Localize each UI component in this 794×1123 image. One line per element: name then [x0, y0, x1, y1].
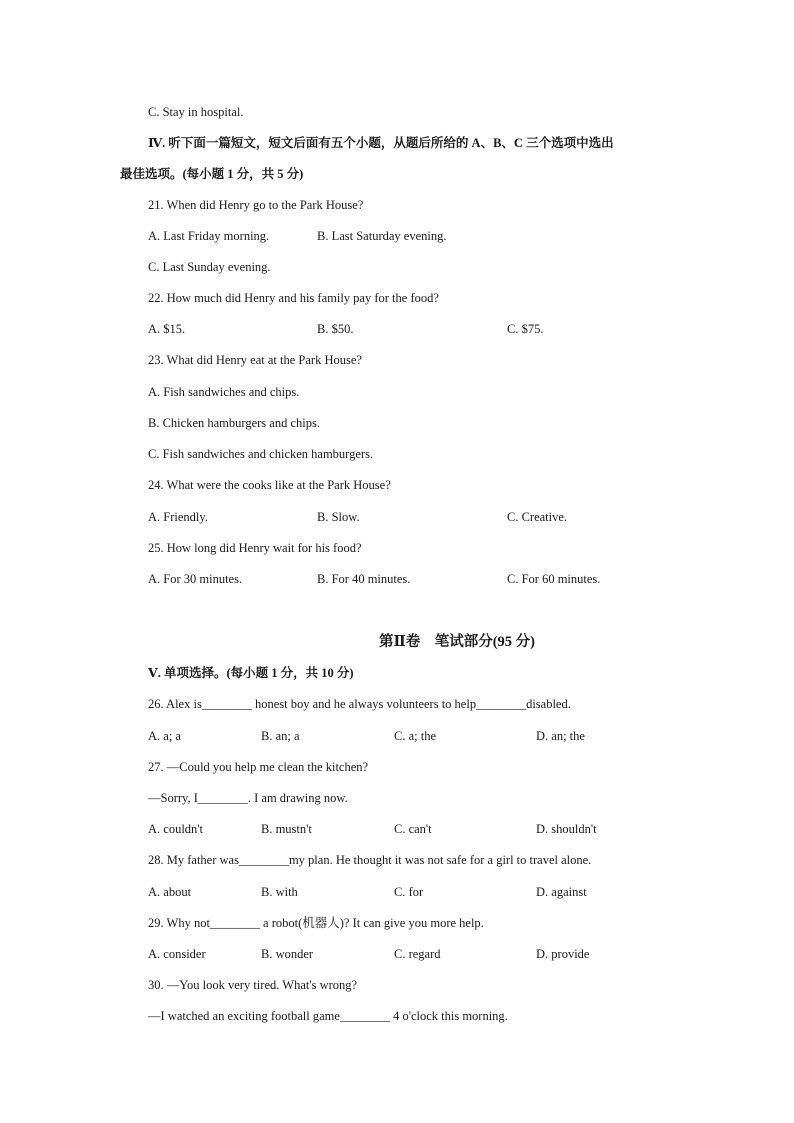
q29-option-b: B. wonder [261, 947, 314, 961]
q24-option-b: B. Slow. [317, 510, 360, 524]
q20-option-c: C. Stay in hospital. [148, 105, 244, 119]
question-22: 22. How much did Henry and his family pay for the food? [148, 291, 439, 305]
section-4-heading-cont: 最佳选项。(每小题 1 分，共 5 分) [120, 167, 304, 181]
q25-option-b: B. For 40 minutes. [317, 572, 411, 586]
q29-option-a: A. consider [148, 947, 206, 961]
q26-option-c: C. a; the [394, 729, 437, 743]
q29-option-c: C. regard [394, 947, 441, 961]
q27-option-c: C. can't [394, 822, 432, 836]
q25-option-c: C. For 60 minutes. [507, 572, 601, 586]
q26-option-b: B. an; a [261, 729, 300, 743]
question-21: 21. When did Henry go to the Park House? [148, 198, 364, 212]
question-25: 25. How long did Henry wait for his food? [148, 541, 362, 555]
q28-option-b: B. with [261, 885, 298, 899]
q21-option-a: A. Last Friday morning. [148, 229, 270, 243]
q26-option-a: A. a; a [148, 729, 181, 743]
question-30: 30. —You look very tired. What's wrong? [148, 978, 358, 992]
question-27: 27. —Could you help me clean the kitchen? [148, 760, 369, 774]
question-24: 24. What were the cooks like at the Park House? [148, 478, 391, 492]
q23-option-a: A. Fish sandwiches and chips. [148, 385, 300, 399]
q27-option-a: A. couldn't [148, 822, 204, 836]
part-2-title: 第Ⅱ卷 笔试部分(95 分) [378, 634, 535, 650]
q21-option-b: B. Last Saturday evening. [317, 229, 447, 243]
q23-option-b: B. Chicken hamburgers and chips. [148, 416, 320, 430]
section-5-heading: Ⅴ. 单项选择。(每小题 1 分，共 10 分) [148, 666, 354, 680]
q22-option-a: A. $15. [148, 322, 186, 336]
section-4-heading: Ⅳ. 听下面一篇短文，短文后面有五个小题，从题后所给的 A、B、C 三个选项中选出 [148, 136, 614, 150]
q26-option-d: D. an; the [536, 729, 585, 743]
q27-option-d: D. shouldn't [536, 822, 597, 836]
question-27-reply: —Sorry, I________. I am drawing now. [148, 791, 348, 805]
q24-option-c: C. Creative. [507, 510, 568, 524]
q21-option-c: C. Last Sunday evening. [148, 260, 271, 274]
q25-option-a: A. For 30 minutes. [148, 572, 243, 586]
question-26: 26. Alex is________ honest boy and he always volunteers to help________disabled. [148, 697, 571, 711]
q28-option-a: A. about [148, 885, 192, 899]
q27-option-b: B. mustn't [261, 822, 312, 836]
q22-option-b: B. $50. [317, 322, 354, 336]
q28-option-c: C. for [394, 885, 424, 899]
q28-option-d: D. against [536, 885, 587, 899]
q23-option-c: C. Fish sandwiches and chicken hamburgers. [148, 447, 374, 461]
question-29: 29. Why not________ a robot(机器人)? It can give you more help. [148, 916, 484, 930]
q29-option-d: D. provide [536, 947, 590, 961]
question-28: 28. My father was________my plan. He thought it was not safe for a girl to travel alone. [148, 853, 592, 867]
question-30-reply: —I watched an exciting football game________ 4 o'clock this morning. [148, 1009, 508, 1023]
question-23: 23. What did Henry eat at the Park House? [148, 353, 362, 367]
q22-option-c: C. $75. [507, 322, 544, 336]
q24-option-a: A. Friendly. [148, 510, 208, 524]
